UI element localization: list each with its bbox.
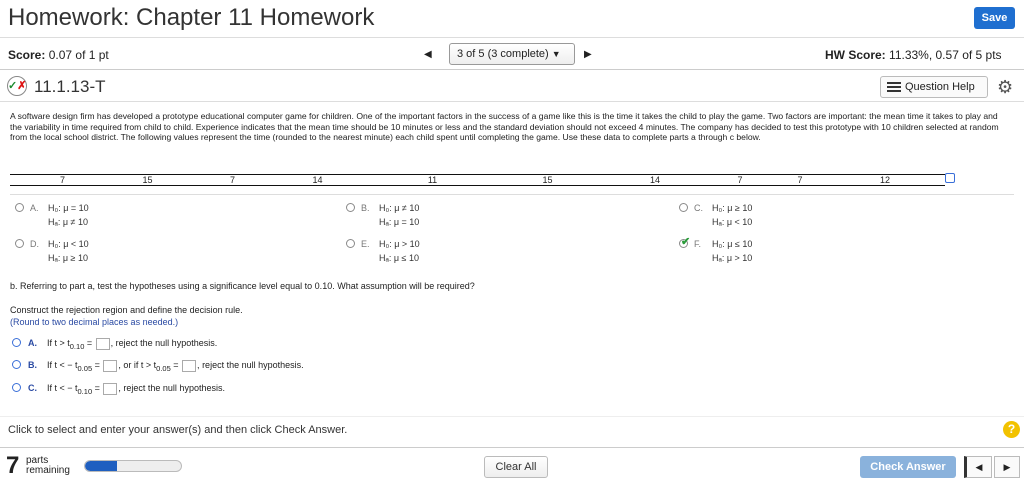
data-cell: 14 (312, 175, 323, 185)
header (0, 0, 1024, 38)
rule-text: reject the null hypothesis. (115, 338, 218, 348)
part-b-option-a[interactable] (12, 337, 412, 351)
answer-box[interactable] (103, 360, 117, 372)
data-cell: 11 (427, 175, 438, 185)
next-arrow-icon[interactable]: ▶ (994, 456, 1020, 478)
null-hypothesis: H₀: μ ≤ 10 (712, 239, 753, 249)
score-value: 0.07 of 1 pt (48, 48, 109, 62)
option-e[interactable] (346, 238, 646, 264)
save-button[interactable]: Save (974, 7, 1015, 29)
question-selector-label: 3 of 5 (3 complete) (457, 48, 549, 60)
question-id: 11.1.13-T (34, 77, 106, 96)
page-title: Homework: Chapter 11 Homework (8, 4, 375, 31)
construct-instruction: Construct the rejection region and define the decision rule. (10, 305, 243, 315)
answer-box[interactable] (103, 383, 117, 395)
subscript: 0.10 (77, 386, 93, 396)
data-cell: 7 (737, 175, 743, 185)
alternative-hypothesis: Hₐ: μ ≠ 10 (48, 217, 88, 227)
rule-text: or if t > t (123, 360, 157, 370)
question-help-icon (887, 82, 901, 92)
rule-text: If t < − t (47, 360, 78, 370)
help-badge-icon[interactable]: ? (1003, 421, 1020, 438)
option-d[interactable] (15, 238, 315, 264)
score-label: Score: (8, 48, 46, 62)
copy-data-icon[interactable] (945, 173, 955, 183)
null-hypothesis: H₀: μ > 10 (379, 239, 420, 249)
answer-box[interactable] (182, 360, 196, 372)
radio-button[interactable] (15, 203, 24, 212)
question-selector[interactable] (449, 43, 575, 65)
gear-icon[interactable]: ⚙ (997, 77, 1014, 97)
data-cell: 12 (879, 175, 890, 185)
alternative-hypothesis: Hₐ: μ ≥ 10 (48, 253, 88, 263)
rule-text: reject the null hypothesis. (202, 360, 304, 370)
null-hypothesis: H₀: μ ≥ 10 (712, 203, 753, 213)
subscript: 0.05 (77, 363, 93, 373)
option-letter: B. (361, 203, 370, 213)
option-letter: C. (694, 203, 703, 213)
radio-button[interactable] (346, 203, 355, 212)
checkmark-icon: ✔ (681, 236, 691, 248)
option-letter: C. (28, 383, 37, 393)
option-c[interactable] (679, 202, 979, 228)
radio-button[interactable] (15, 239, 24, 248)
parts-label-line: parts (26, 455, 49, 466)
alternative-hypothesis: Hₐ: μ ≤ 10 (379, 253, 419, 263)
question-status-icon: ✓✗ (7, 76, 27, 96)
null-hypothesis: H₀: μ < 10 (48, 239, 89, 249)
radio-button[interactable] (12, 360, 21, 369)
radio-button[interactable] (346, 239, 355, 248)
option-f[interactable] (679, 238, 979, 264)
instruction-text: Click to select and enter your answer(s) and then click Check Answer. (8, 424, 348, 436)
score-bar (0, 40, 1024, 70)
radio-button[interactable] (12, 338, 21, 347)
option-letter: A. (30, 203, 39, 213)
progress-fill (85, 461, 117, 471)
radio-button[interactable] (679, 203, 688, 212)
score (8, 48, 109, 62)
option-text: If t < − $t_{0.05}$ = , or if $t > t_{0.05}$ = , reject the null hypothesis. (47, 360, 304, 373)
parts-remaining-label (26, 456, 70, 476)
footer (0, 447, 1024, 493)
rule-text: If t > t (47, 338, 70, 348)
progress-bar (84, 460, 182, 472)
radio-button[interactable] (12, 383, 21, 392)
alternative-hypothesis: Hₐ: μ < 10 (712, 217, 753, 227)
option-letter: F. (694, 239, 702, 249)
option-letter: A. (28, 338, 37, 348)
clear-all-button[interactable]: Clear All (484, 456, 548, 478)
hw-score-value: 11.33%, 0.57 of 5 pts (889, 48, 1002, 62)
data-cell: 15 (542, 175, 553, 185)
parts-label-line: remaining (26, 465, 70, 476)
check-answer-button[interactable]: Check Answer (860, 456, 956, 478)
option-letter: D. (30, 239, 39, 249)
question-help-button[interactable] (880, 76, 988, 98)
option-text: If $t > t_{0.10}$ = , reject the null hypothesis. (47, 338, 218, 351)
question-bar (0, 72, 1024, 102)
data-cell: 7 (797, 175, 803, 185)
null-hypothesis: H₀: μ = 10 (48, 203, 89, 213)
parts-remaining-count: 7 (6, 452, 20, 479)
round-note: (Round to two decimal places as needed.) (10, 317, 179, 327)
data-row (10, 174, 945, 186)
option-letter: B. (28, 360, 37, 370)
subscript: 0.05 (156, 363, 171, 373)
next-question-arrow-icon[interactable]: ▶ (584, 49, 592, 60)
option-text: If t < − $t_{0.10}$ = , reject the null hypothesis. (47, 383, 225, 396)
option-letter: E. (361, 239, 370, 249)
prev-arrow-icon[interactable]: ◀ (964, 456, 992, 478)
data-cell: 15 (142, 175, 153, 185)
hw-score-label: HW Score: (825, 48, 886, 62)
part-b-prompt: b. Referring to part a, test the hypotheses using a significance level equal to 0.10. What assumption will be required? (10, 281, 475, 291)
answer-box[interactable] (96, 338, 110, 350)
data-cell: 14 (649, 175, 660, 185)
part-b-option-c[interactable] (12, 382, 412, 396)
alternative-hypothesis: Hₐ: μ = 10 (379, 217, 420, 227)
data-cell: 7 (229, 175, 235, 185)
option-b[interactable] (346, 202, 646, 228)
question-help-label: Question Help (905, 81, 975, 93)
hw-score (825, 48, 1002, 62)
part-b-option-b[interactable] (12, 359, 412, 373)
rule-text: If t < − t (47, 383, 78, 393)
chevron-down-icon: ▼ (551, 49, 561, 59)
divider (10, 194, 1014, 195)
prev-question-arrow-icon[interactable]: ◀ (424, 49, 432, 60)
alternative-hypothesis: Hₐ: μ > 10 (712, 253, 753, 263)
data-cell: 7 (59, 175, 65, 185)
null-hypothesis: H₀: μ ≠ 10 (379, 203, 420, 213)
divider (0, 416, 1024, 417)
subscript: 0.10 (69, 341, 85, 351)
problem-text: A software design firm has developed a prototype educational computer game for children. One of the important factors in the success of a game like this is the time it takes the child to play the game. Two factors are important: the mean time it takes to play and the variability in time required from child to child. Experience indicates that the mean time should be 10 minutes or less and the standard deviation should not exceed 4 minutes. The company has decided to test this prototype with 10 children selected at random from the local school district. The following values represent the time (rounded to the nearest minute) each child spent until completing the game. Use these data to complete parts a through c below. (10, 111, 999, 142)
option-a[interactable] (15, 202, 315, 228)
rule-text: reject the null hypothesis. (123, 383, 225, 393)
